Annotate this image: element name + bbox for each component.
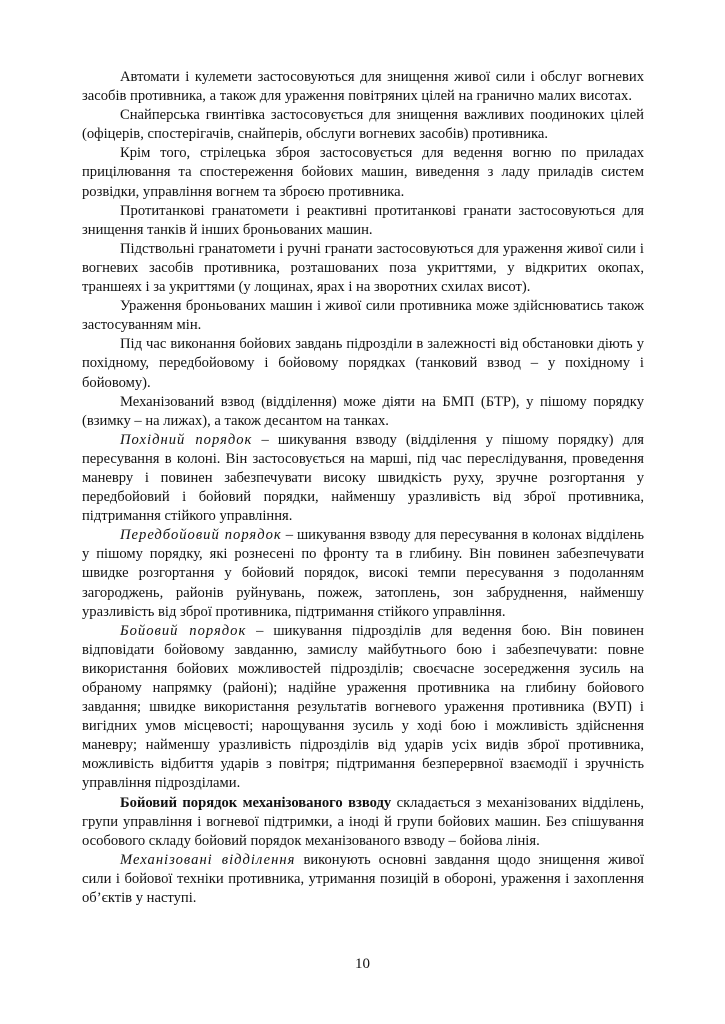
page-number: 10 [355,956,370,972]
paragraph-text: Підствольні гранатомети і ручні гранати застосовуються для ураження живої сили і вогневих засобів противника, розташованих поза укриттями, у відкритих окопах, траншеях і за укриттями (у лощинах, ярах і на зворотних схилах висот). [82,240,644,296]
paragraph [82,393,644,431]
paragraph-text: складається з механізованих відділень, групи управління і вогневої підтримки, а іноді й групи бойових машин. Без спішування особового складу бойовий порядок механізованого взводу – бойова лінія. [82,794,645,849]
paragraph-text: Крім того, стрілецька зброя застосовується для ведення вогню по приладах прицілювання та спостереження бойових машин, виведення з ладу приладів систем розвідки, управління вогнем та зброєю противника. [82,145,644,200]
paragraph [82,297,644,335]
paragraph [82,526,644,621]
paragraph-text: Механізований взвод (відділення) може діяти на БМП (БТР), у пішому порядку (взимку – на лижах), а також десантом на танках. [82,393,644,429]
paragraph-text: Автомати і кулемети застосовуються для знищення живої сили і обслуг вогневих засобів противника, а також для ураження повітряних цілей на гранично малих висотах. [82,69,644,105]
paragraph [82,68,644,106]
paragraph-text: Під час виконання бойових завдань підрозділи в залежності від обстановки діють у похідному, передбойовому і бойовому порядках (танковий взвод – у похідному і бойовому). [82,336,644,391]
paragraph [82,240,644,297]
term-italic: Передбойовий порядок [120,527,282,544]
paragraph [82,794,644,851]
paragraph [82,144,644,201]
paragraph-text: Протитанкові гранатомети і реактивні протитанкові гранати застосовуються для знищення танків й інших броньованих машин. [82,202,644,238]
paragraph [82,431,644,526]
paragraph-text: – шикування взводу (відділення у пішому порядку) для пересування в колоні. Він застосовується на марші, під час переслідування, проведення маневру і повинен забезпечувати високу швидкість руху, зручне розгортання у передбойовий і бойовий порядки, найменшу уразливість від зброї противника, підтримання стійкого управління. [82,431,644,525]
paragraph-text: Ураження броньованих машин і живої сили противника може здійснюватись також застосуванням мін. [82,298,644,334]
term-italic: Похідний порядок [120,431,253,448]
paragraph-text: – шикування підрозділів для ведення бою. Він повинен відповідати бойовому завданню, замислу майбутнього бою і забезпечувати: повне використання бойових можливостей підрозділів; своєчасне зосередження зусиль на обраному напрямку (районі); надійне ураження противника на глибину бойового завдання; швидке використання результатів вогневого ураження противника (ВУП) і вигідних умов місцевості; нарощування зусиль у ході бою і можливість здійснення маневру; найменшу уразливість підрозділів від ударів усіх видів зброї противника, можливість відбиття ударів з повітря; підтримання безперервної взаємодії і зручність управління підрозділами. [82,622,644,792]
paragraph [82,202,644,240]
paragraph [82,106,644,144]
paragraph [82,851,644,908]
term-italic: Бойовий порядок [120,622,247,639]
paragraph [82,335,644,392]
term-italic: Механізовані відділення [120,851,296,868]
paragraph-text: Снайперська гвинтівка застосовується для знищення важливих поодиноких цілей (офіцерів, спостерігачів, снайперів, обслуги вогневих засобів) противника. [82,107,644,143]
paragraph [82,622,644,794]
document-page [82,68,644,908]
term-bold: Бойовий порядок механізованого взводу [120,794,392,811]
paragraph-text: – шикування взводу для пересування в колонах відділень у пішому порядку, які рознесені по фронту та в глибину. Він повинен забезпечувати швидке розгортання у бойовий порядок, високі темпи пересування з подоланням загороджень, районів руйнувань, пожеж, затоплень, зон забруднення, найменшу уразливість від зброї противника, підтримання стійкого управління. [82,527,644,620]
paragraph-text: виконують основні завдання щодо знищення живої сили і бойової техніки противника, утримання позицій в обороні, ураження і захоплення об’єктів у наступі. [82,851,645,907]
